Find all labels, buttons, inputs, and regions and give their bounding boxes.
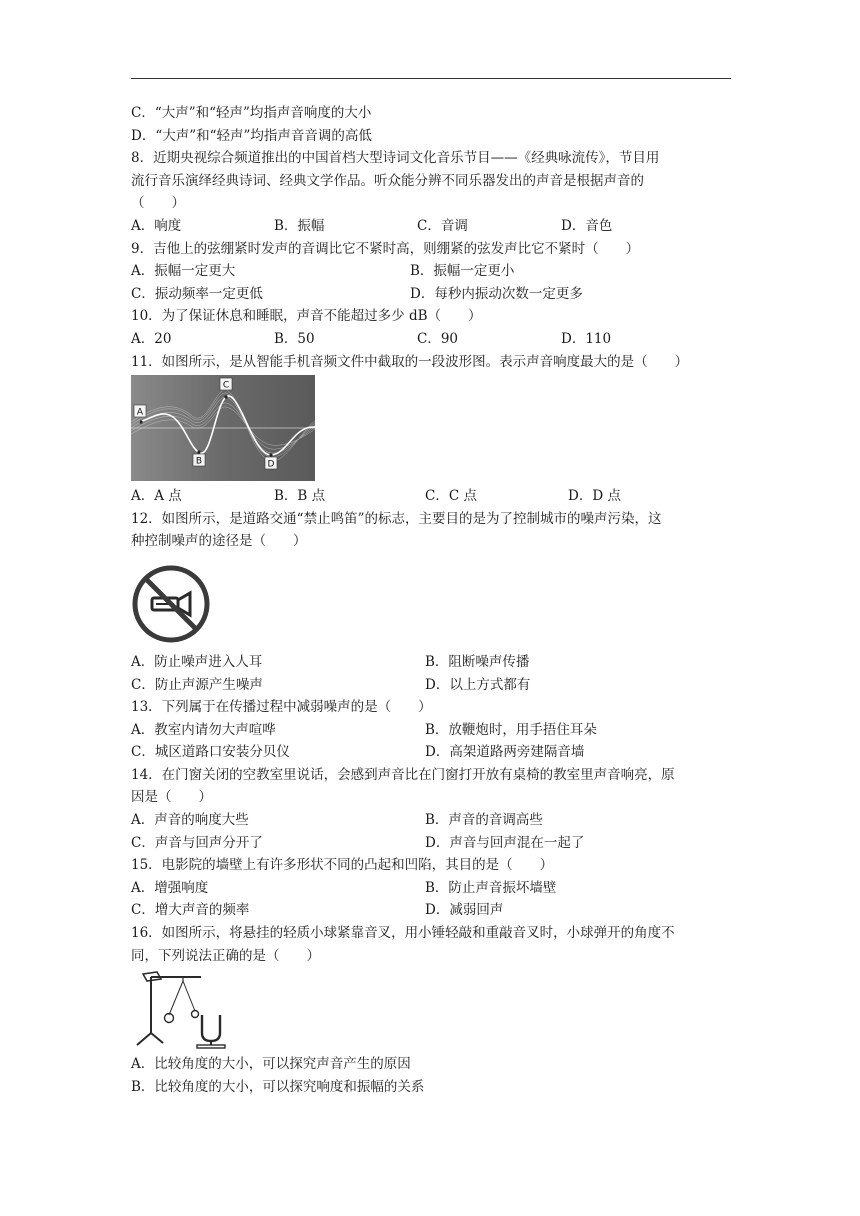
q9-stem: 9．吉他上的弦绷紧时发声的音调比它不紧时高，则绷紧的弦发声比它不紧时（ ）: [131, 240, 640, 257]
q14-option-a[interactable]: A．声音的响度大些: [131, 812, 249, 829]
q10-option-b[interactable]: B．50: [274, 330, 315, 347]
q15-options-row1: [131, 877, 731, 900]
q8-stem-line1: 8．近期央视综合频道推出的中国首档大型诗词文化音乐节目——《经典咏流传》，节目用: [131, 150, 660, 167]
header-rule: [131, 78, 731, 79]
q15-options-row2: [131, 899, 731, 922]
point-a-marker: [139, 421, 142, 424]
q8-option-b[interactable]: B．振幅: [274, 217, 325, 234]
q13-option-a[interactable]: A．教室内请勿大声喧哗: [131, 721, 276, 738]
waveform-figure: [131, 375, 315, 481]
q10-option-a[interactable]: A．20: [131, 330, 172, 347]
q9-option-b[interactable]: B．振幅一定更小: [410, 263, 515, 280]
q15-option-c[interactable]: C．增大声音的频率: [131, 902, 250, 919]
q14-option-b[interactable]: B．声音的音调高些: [425, 812, 543, 829]
q12-option-d[interactable]: D．以上方式都有: [425, 676, 531, 693]
q12-option-c[interactable]: C．防止声源产生噪声: [131, 676, 263, 693]
q11-option-d[interactable]: D．D 点: [568, 488, 621, 505]
q12-option-a[interactable]: A．防止噪声进入人耳: [131, 653, 263, 670]
q15-option-b[interactable]: B．防止声音振坏墙壁: [425, 879, 557, 896]
q14-option-c[interactable]: C．声音与回声分开了: [131, 834, 263, 851]
q15-stem: 15．电影院的墙壁上有许多形状不同的凸起和凹陷，其目的是（ ）: [131, 857, 554, 874]
q16-stem-line2: 同，下列说法正确的是（ ）: [131, 947, 320, 964]
q12-option-b[interactable]: B．阻断噪声传播: [425, 653, 530, 670]
q8-stem-line2: 流行音乐演绎经典诗词、经典文学作品。听众能分辨不同乐器发出的声音是根据声音的: [131, 172, 644, 189]
tuning-fork-apparatus-figure: [131, 969, 237, 1049]
q12-options-row1: [131, 651, 731, 674]
no-honking-sign-icon: [132, 565, 210, 643]
point-b-marker: [197, 451, 200, 454]
q16-option-a[interactable]: A．比较角度的大小，可以探究声音产生的原因: [131, 1056, 411, 1073]
q13-option-b[interactable]: B．放鞭炮时，用手捂住耳朵: [425, 721, 597, 738]
point-b-label: B: [195, 456, 203, 467]
q13-options-row1: [131, 719, 731, 742]
q11-option-b[interactable]: B．B 点: [274, 488, 326, 505]
q14-options-row1: [131, 809, 731, 832]
q16-option-b[interactable]: B．比较角度的大小，可以探究响度和振幅的关系: [131, 1078, 425, 1095]
q8-options: [131, 215, 731, 238]
q11-options: [131, 485, 731, 508]
q8-option-a[interactable]: A．响度: [131, 217, 182, 234]
q9-options-row2: [131, 283, 731, 306]
q15-option-a[interactable]: A．增强响度: [131, 879, 209, 896]
point-c-label: C: [222, 380, 230, 391]
q8-option-c[interactable]: C．音调: [417, 217, 468, 234]
q12-options-row2: [131, 674, 731, 697]
q8-stem-line3: （ ）: [131, 195, 185, 212]
q14-stem-line2: 因是（ ）: [131, 789, 212, 806]
q7-option-d[interactable]: D．“大声”和“轻声”均指声音音调的高低: [131, 127, 372, 144]
q13-stem: 13．下列属于在传播过程中减弱噪声的是（ ）: [131, 699, 432, 716]
q10-stem: 10．为了保证休息和睡眠，声音不能超过多少 dB（ ）: [131, 308, 482, 325]
q14-stem-line1: 14．在门窗关闭的空教室里说话，会感到声音比在门窗打开放有桌椅的教室里声音响亮，原: [131, 766, 675, 783]
q10-options: [131, 328, 731, 351]
q16-stem-line1: 16．如图所示，将悬挂的轻质小球紧靠音叉，用小锤轻敲和重敲音叉时，小球弹开的角度不: [131, 925, 675, 942]
q7-option-c[interactable]: C．“大声”和“轻声”均指声音响度的大小: [131, 105, 372, 121]
q9-option-a[interactable]: A．振幅一定更大: [131, 263, 236, 280]
q10-option-c[interactable]: C．90: [417, 330, 459, 347]
q12-stem-line2: 种控制噪声的途径是（ ）: [131, 533, 307, 550]
q14-option-d[interactable]: D．声音与回声混在一起了: [425, 834, 585, 851]
q11-stem: 11．如图所示，是从智能手机音频文件中截取的一段波形图。表示声音响度最大的是（ ）: [131, 353, 689, 370]
point-a-label: A: [136, 407, 144, 418]
point-d-label: D: [267, 459, 275, 470]
point-d-marker: [269, 454, 272, 457]
q9-option-c[interactable]: C．振动频率一定更低: [131, 285, 263, 302]
q9-option-d[interactable]: D．每秒内振动次数一定更多: [410, 285, 583, 302]
q13-option-c[interactable]: C．城区道路口安装分贝仪: [131, 744, 290, 761]
q10-option-d[interactable]: D．110: [561, 330, 612, 347]
q11-option-a[interactable]: A．A 点: [131, 488, 182, 505]
q9-options-row1: [131, 260, 731, 283]
q15-option-d[interactable]: D．减弱回声: [425, 902, 504, 919]
point-c-marker: [224, 396, 227, 399]
q12-stem-line1: 12．如图所示，是道路交通“禁止鸣笛”的标志，主要目的是为了控制城市的噪声污染，这: [131, 510, 662, 527]
q11-option-c[interactable]: C．C 点: [425, 488, 477, 505]
q13-options-row2: [131, 741, 731, 764]
q8-option-d[interactable]: D．音色: [561, 217, 613, 234]
q13-option-d[interactable]: D．高架道路两旁建隔音墙: [425, 744, 585, 761]
exam-page: [131, 102, 731, 1098]
q14-options-row2: [131, 832, 731, 855]
